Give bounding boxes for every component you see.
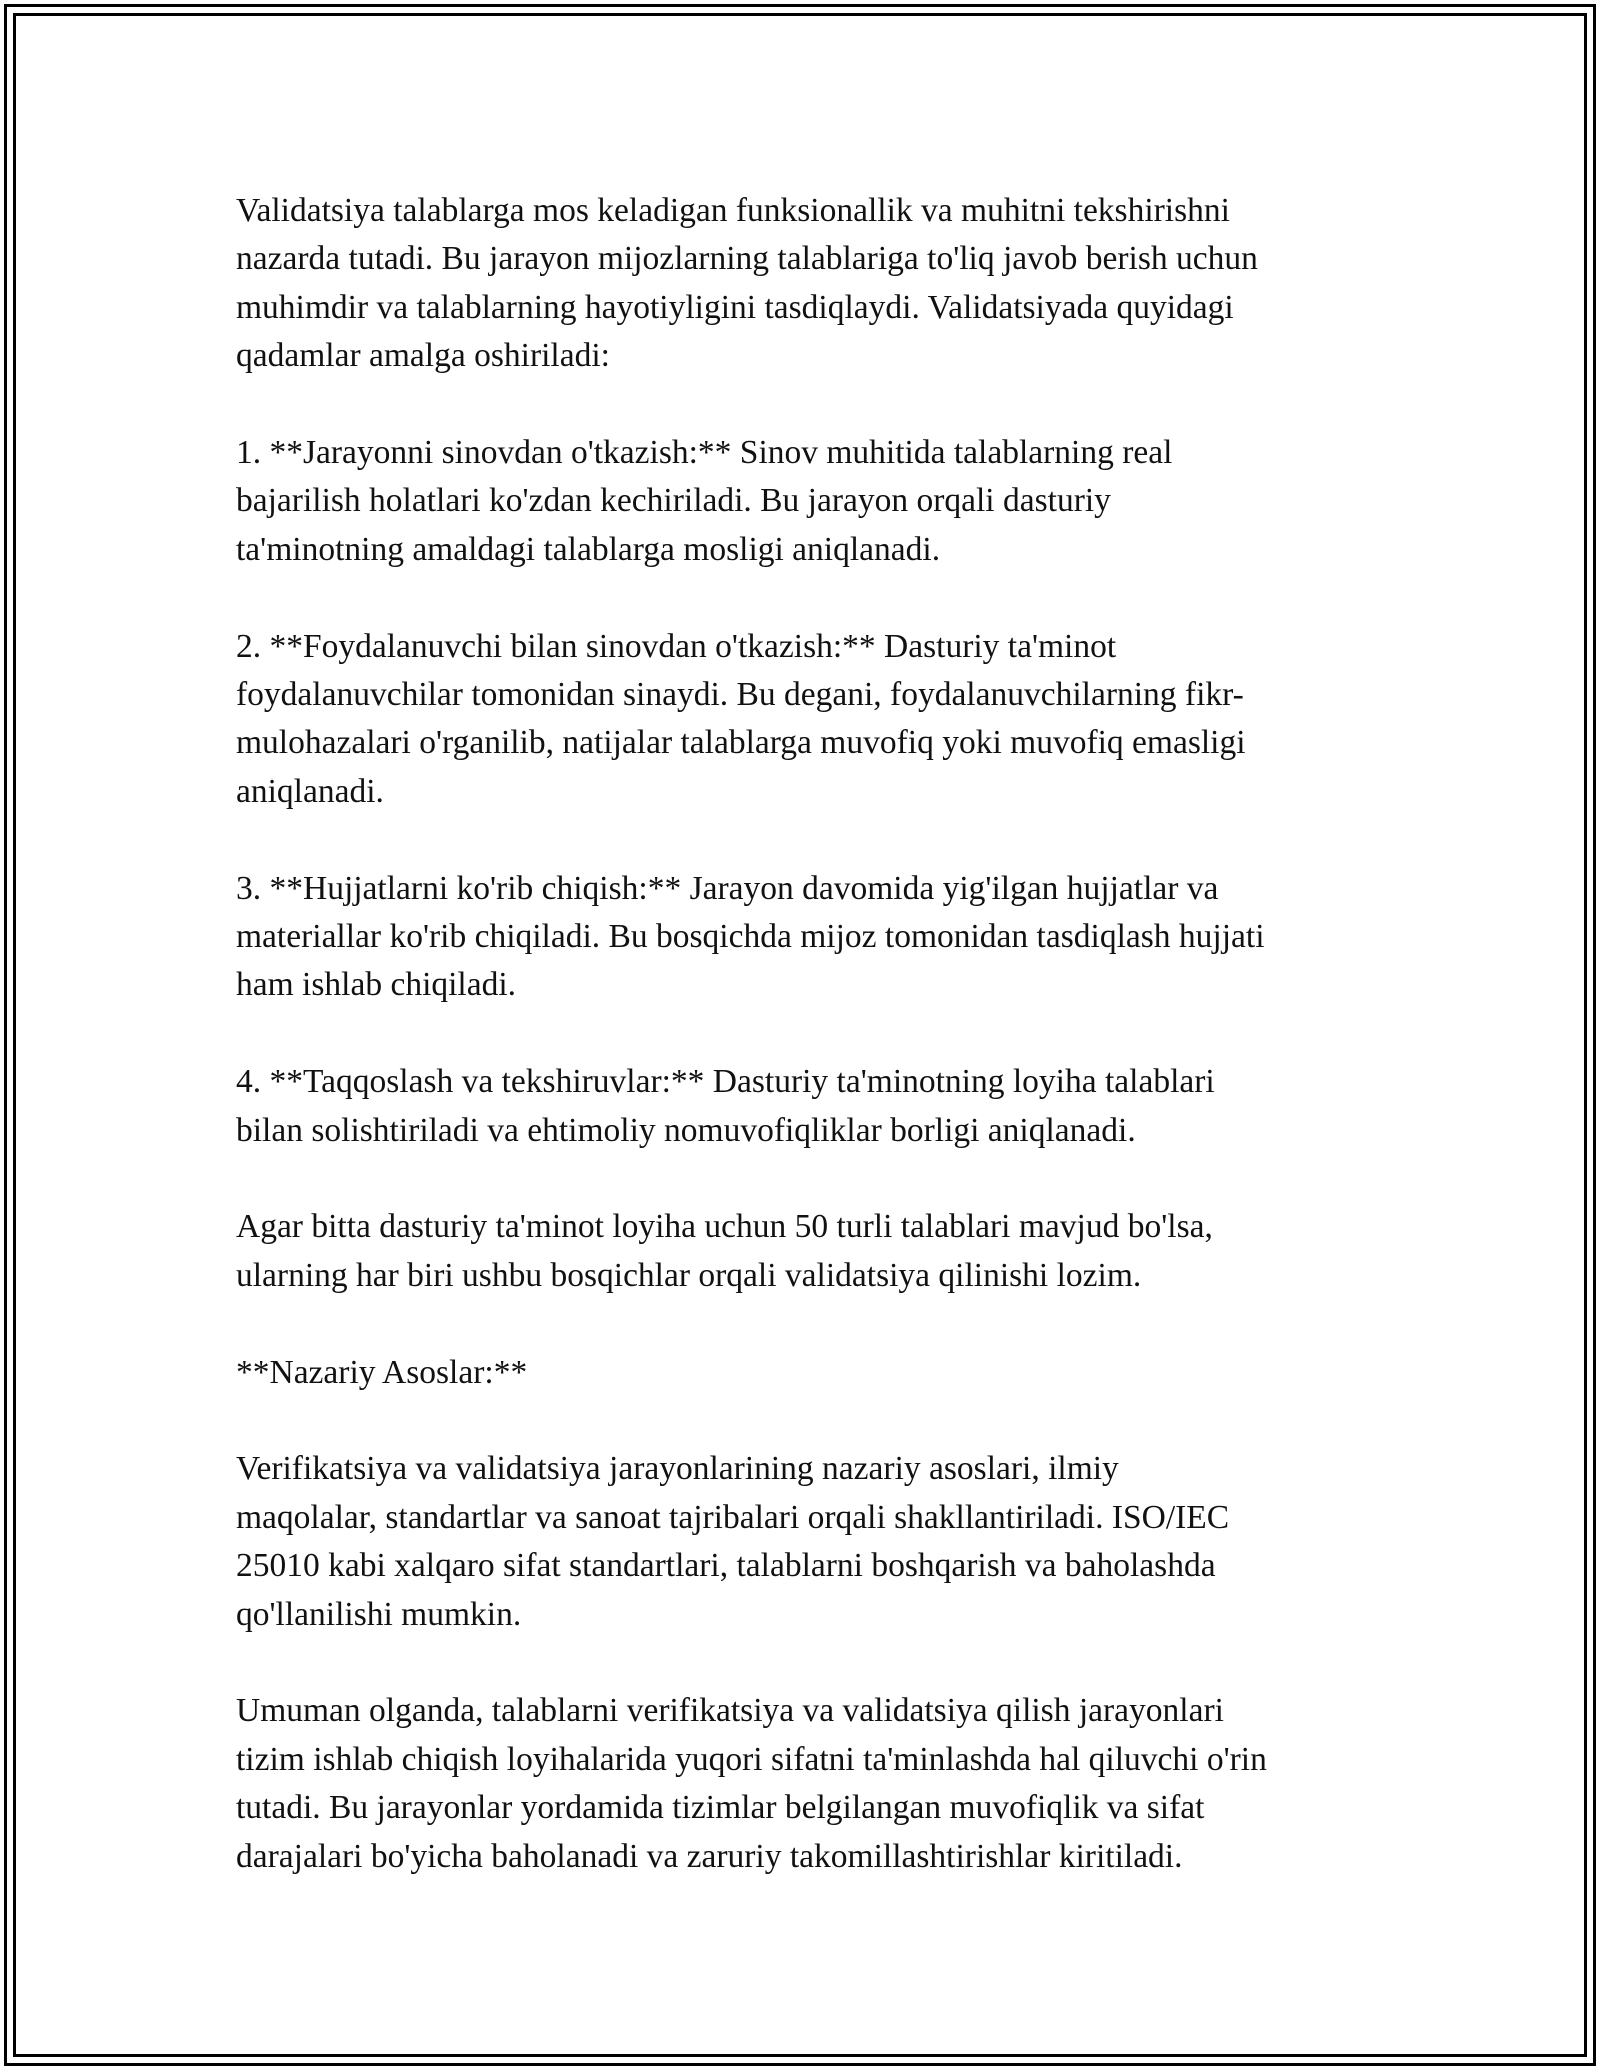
- list-item-step-3: 3. **Hujjatlarni ko'rib chiqish:** Jarayon davomida yig'ilgan hujjatlar va materiallar ko'rib chiqiladi. Bu bosqichda mijoz tomonidan tasdiqlash hujjati ham ishlab chiqiladi.: [236, 869, 1265, 1004]
- paragraph-validation-intro: Validatsiya talablarga mos keladigan funksionallik va muhitni tekshirishni nazarda tutadi. Bu jarayon mijozlarning talablariga to'liq javob berish uchun muhimdir va talablarning hayotiyligini tasdiqlaydi. Validatsiyada quyidagi qadamlar amalga oshiriladi:: [236, 192, 1258, 375]
- paragraph-example: Agar bitta dasturiy ta'minot loyiha uchun 50 turli talablari mavjud bo'lsa, ularning har biri ushbu bosqichlar orqali validatsiya qilinishi lozim.: [236, 1208, 1213, 1294]
- document-body: [236, 187, 1376, 1929]
- list-item-step-1: 1. **Jarayonni sinovdan o'tkazish:** Sinov muhitida talablarning real bajarilish holatlari ko'zdan kechiriladi. Bu jarayon orqali dasturiy ta'minotning amaldagi talablarga mosligi aniqlanadi.: [236, 434, 1173, 568]
- list-item-step-2: 2. **Foydalanuvchi bilan sinovdan o'tkazish:** Dasturiy ta'minot foydalanuvchilar tomonidan sinaydi. Bu degani, foydalanuvchilarning fikr- mulohazalari o'rganilib, natijalar talablarga muvofiq yoki muvofiq emasligi aniqlanadi.: [236, 627, 1246, 810]
- paragraph-theory: Verifikatsiya va validatsiya jarayonlarining nazariy asoslari, ilmiy maqolalar, standartlar va sanoat tajribalari orqali shakllantiriladi. ISO/IEC 25010 kabi xalqaro sifat standartlari, talablarni boshqarish va baholashda qo'llanilishi mumkin.: [236, 1450, 1230, 1633]
- section-heading-theory: **Nazariy Asoslar:**: [236, 1353, 528, 1391]
- paragraph-conclusion: Umuman olganda, talablarni verifikatsiya va validatsiya qilish jarayonlari tizim ishlab chiqish loyihalarida yuqori sifatni ta'minlashda hal qiluvchi o'rin tutadi. Bu jarayonlar yordamida tizimlar belgilangan muvofiqlik va sifat darajalari bo'yicha baholanadi va zaruriy takomillashtirishlar kiritiladi.: [236, 1692, 1267, 1875]
- list-item-step-4: 4. **Taqqoslash va tekshiruvlar:** Dasturiy ta'minotning loyiha talablari bilan solishtiriladi va ehtimoliy nomuvofiqliklar borligi aniqlanadi.: [236, 1063, 1215, 1149]
